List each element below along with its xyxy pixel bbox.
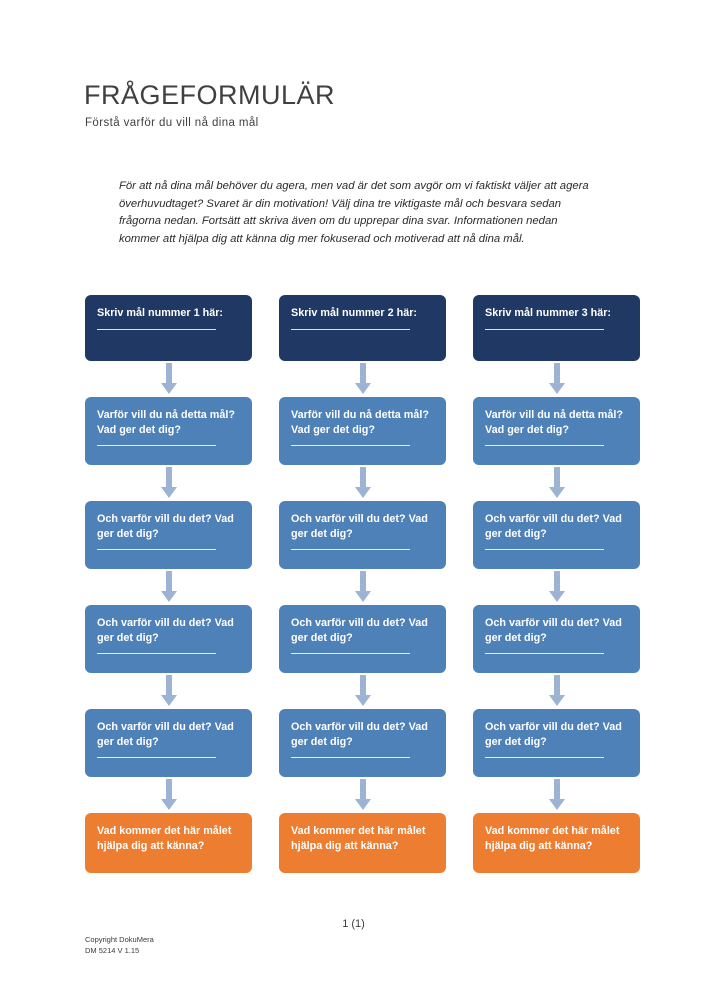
why-box-1-4[interactable] [85, 709, 252, 777]
arrow-down-icon [473, 777, 640, 813]
page-title: FRÅGEFORMULÄR [84, 80, 336, 110]
write-line[interactable] [485, 328, 604, 330]
why-label-1-3: Och varför vill du det? Vad ger det dig? [97, 617, 234, 644]
goal-input-box-3[interactable] [473, 295, 640, 361]
arrow-down-icon [85, 569, 252, 605]
why-box-1-3[interactable] [85, 605, 252, 673]
feeling-label-3: Vad kommer det här målet hjälpa dig att känna? [485, 825, 620, 852]
write-line[interactable] [97, 548, 216, 550]
why-label-1-2: Och varför vill du det? Vad ger det dig? [97, 513, 234, 540]
why-box-2-2[interactable] [279, 501, 446, 569]
why-label-3-1: Varför vill du nå detta mål? Vad ger det dig? [485, 409, 623, 436]
write-line[interactable] [97, 756, 216, 758]
why-box-3-1[interactable] [473, 397, 640, 465]
intro-paragraph: För att nå dina mål behöver du agera, men vad är det som avgör om vi faktiskt väljer att agera överhuvudtaget? Svaret är din motivation! Välj dina tre viktigaste mål och besvara sedan frågorna nedan. Fortsätt att skriva även om du upprepar dina svar. Informationen nedan kommer att hjälpa dig att känna dig mer fokuserad och motiverad att nå dina mål. [119, 180, 589, 245]
feeling-box-2[interactable] [279, 813, 446, 873]
write-line[interactable] [291, 652, 410, 654]
write-line[interactable] [485, 756, 604, 758]
write-line[interactable] [97, 444, 216, 446]
arrow-down-icon [85, 673, 252, 709]
goal-column-1 [85, 295, 252, 873]
why-label-2-2: Och varför vill du det? Vad ger det dig? [291, 513, 428, 540]
feeling-label-2: Vad kommer det här målet hjälpa dig att känna? [291, 825, 426, 852]
goal-column-2 [279, 295, 446, 873]
write-line[interactable] [485, 444, 604, 446]
feeling-box-1[interactable] [85, 813, 252, 873]
arrow-down-icon [279, 777, 446, 813]
why-label-2-4: Och varför vill du det? Vad ger det dig? [291, 721, 428, 748]
why-label-3-3: Och varför vill du det? Vad ger det dig? [485, 617, 622, 644]
arrow-down-icon [85, 465, 252, 501]
write-line[interactable] [97, 328, 216, 330]
why-label-3-4: Och varför vill du det? Vad ger det dig? [485, 721, 622, 748]
write-line[interactable] [291, 444, 410, 446]
arrow-down-icon [473, 569, 640, 605]
why-box-2-3[interactable] [279, 605, 446, 673]
arrow-down-icon [473, 361, 640, 397]
why-box-1-1[interactable] [85, 397, 252, 465]
why-label-2-3: Och varför vill du det? Vad ger det dig? [291, 617, 428, 644]
write-line[interactable] [485, 652, 604, 654]
why-label-1-1: Varför vill du nå detta mål? Vad ger det dig? [97, 409, 235, 436]
arrow-down-icon [473, 465, 640, 501]
write-line[interactable] [291, 328, 410, 330]
goal-input-label-2: Skriv mål nummer 2 här: [291, 307, 418, 319]
arrow-down-icon [85, 361, 252, 397]
copyright-line-2: DM 5214 V 1.15 [85, 945, 140, 955]
goal-input-label-3: Skriv mål nummer 3 här: [485, 307, 612, 319]
feeling-label-1: Vad kommer det här målet hjälpa dig att känna? [97, 825, 232, 852]
arrow-down-icon [279, 361, 446, 397]
why-label-3-2: Och varför vill du det? Vad ger det dig? [485, 513, 622, 540]
why-box-3-3[interactable] [473, 605, 640, 673]
arrow-down-icon [279, 465, 446, 501]
why-box-3-2[interactable] [473, 501, 640, 569]
write-line[interactable] [485, 548, 604, 550]
why-label-1-4: Och varför vill du det? Vad ger det dig? [97, 721, 234, 748]
arrow-down-icon [85, 777, 252, 813]
why-box-3-4[interactable] [473, 709, 640, 777]
page-subtitle: Förstå varför du vill nå dina mål [85, 117, 259, 129]
why-box-2-1[interactable] [279, 397, 446, 465]
why-box-2-4[interactable] [279, 709, 446, 777]
arrow-down-icon [279, 569, 446, 605]
write-line[interactable] [291, 548, 410, 550]
copyright-line-1: Copyright DokuMera [85, 935, 154, 944]
goal-input-box-2[interactable] [279, 295, 446, 361]
why-label-2-1: Varför vill du nå detta mål? Vad ger det dig? [291, 409, 429, 436]
copyright-block [85, 935, 154, 957]
goal-input-box-1[interactable] [85, 295, 252, 361]
write-line[interactable] [97, 652, 216, 654]
arrow-down-icon [279, 673, 446, 709]
goal-column-3 [473, 295, 640, 873]
write-line[interactable] [291, 756, 410, 758]
feeling-box-3[interactable] [473, 813, 640, 873]
goal-input-label-1: Skriv mål nummer 1 här: [97, 307, 224, 319]
why-box-1-2[interactable] [85, 501, 252, 569]
arrow-down-icon [473, 673, 640, 709]
page-number: 1 (1) [342, 918, 365, 930]
